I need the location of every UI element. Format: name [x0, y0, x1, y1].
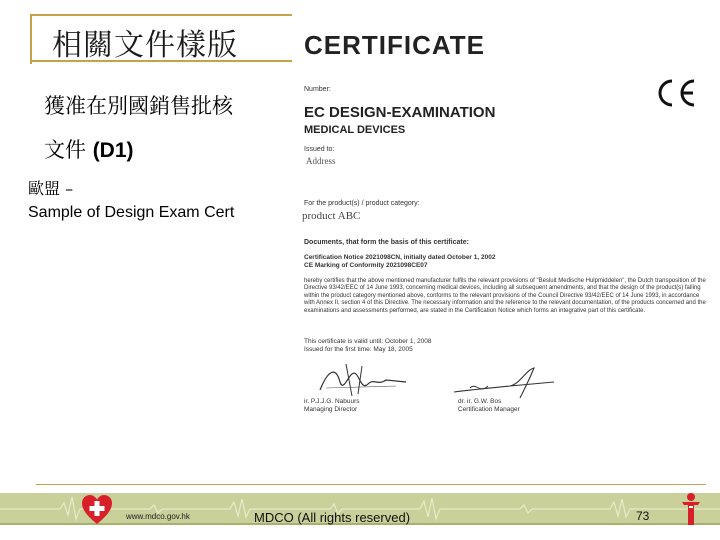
slide-title: 相關文件樣版	[52, 28, 238, 63]
issued-to-label: Issued to:	[304, 146, 335, 153]
mdco-heart-logo-icon	[80, 493, 114, 532]
ce-mark-icon	[654, 78, 698, 117]
product-name: product ABC	[302, 210, 361, 222]
documents-label: Documents, that form the basis of this certificate:	[304, 239, 469, 246]
certificate-title: EC DESIGN-EXAMINATION	[304, 104, 496, 121]
ce-marking-notice: CE Marking of Conformity 2021098CE07	[304, 262, 428, 269]
signer-2-role: Certification Manager	[458, 406, 520, 413]
region-label-text: 歐盟 –	[28, 179, 74, 198]
signer-1-name: ir. P.J.J.G. Nabuurs	[304, 398, 360, 405]
certificate-statement: hereby certifies that the above mentioned manufacturer fulfils the relevant provisions of "Besluit Medische Hulpmiddelen", the Dutch transposition of the Directive 93/42/EEC of 14 June 1993, concerning medical devices, including all subsequent amendments, and that the design of the product(s) falling within the product category mentioned above, conforms to the relevant provisions of the Council Directive 93/42/EEC of 14 June 1993, in accordance with Annex II, section 4 of this Directive. The necessary information and the reference to the relevant documentation, of the products concerned and the examinations and assessments performed, are stated in the Certification Notice which forms an integrative part of this certificate.	[304, 278, 706, 314]
person-logo-icon	[678, 492, 704, 531]
page-number: 73	[636, 509, 650, 523]
valid-until: This certificate is valid until: October 1, 2008	[304, 338, 432, 345]
sample-caption: Sample of Design Exam Cert	[28, 204, 235, 221]
signer-1-role: Managing Director	[304, 406, 358, 413]
approval-doc-heading: 獲准在別國銷售批核	[44, 94, 233, 118]
footer-url: www.mdco.gov.hk	[126, 512, 190, 521]
certificate-subtitle: MEDICAL DEVICES	[304, 124, 406, 136]
signer-2-name: dr. ir. G.W. Bos	[458, 398, 502, 405]
product-category-label: For the product(s) / product category:	[304, 200, 420, 207]
footer-divider	[36, 484, 706, 485]
certification-notice: Certification Notice 2021098CN, initially dated October 1, 2002	[304, 254, 496, 261]
certificate-number-label: Number:	[304, 86, 331, 93]
issued-first-time: Issued for the first time: May 18, 2005	[304, 346, 413, 353]
doc-label	[44, 134, 134, 164]
footer-copyright: MDCO (All rights reserved)	[254, 510, 411, 525]
certificate-heading: CERTIFICATE	[304, 30, 485, 60]
certificate-image	[292, 16, 718, 468]
region-label	[28, 176, 73, 199]
issued-to-address: Address	[306, 156, 336, 166]
doc-label-cn: 文件	[44, 138, 93, 162]
doc-label-code: (D1)	[92, 139, 134, 162]
